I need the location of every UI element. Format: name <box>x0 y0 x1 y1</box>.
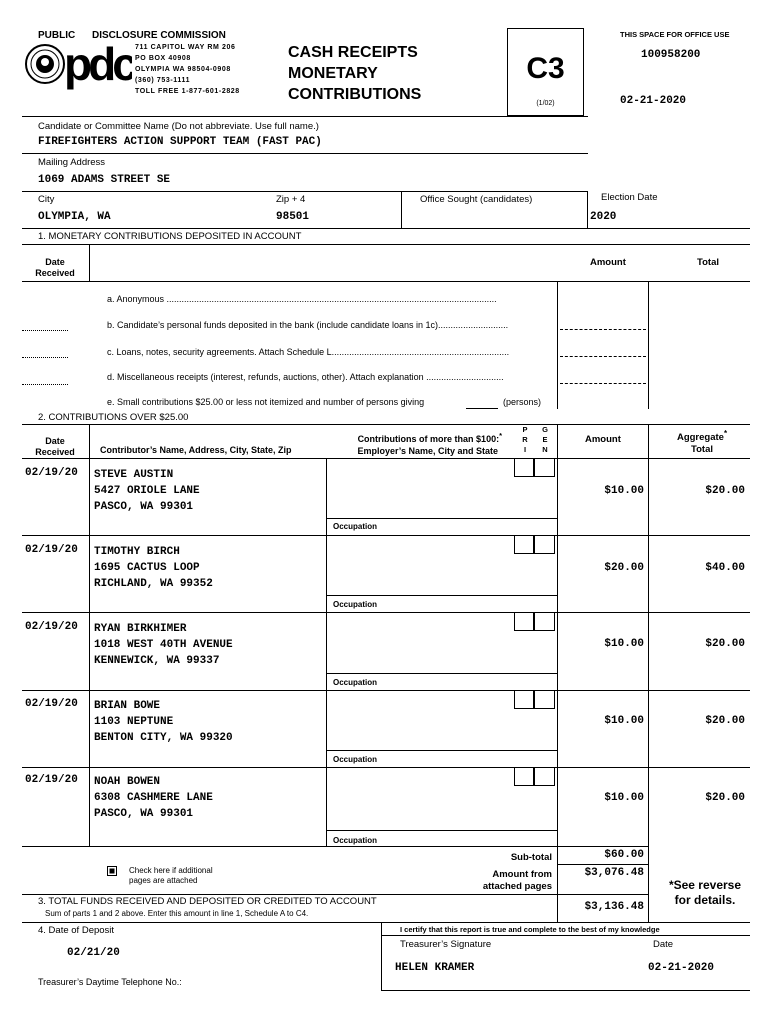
contributor-info: TIMOTHY BIRCH 1695 CACTUS LOOP RICHLAND, WA 99352 <box>94 546 213 590</box>
contribution-date: 02/19/20 <box>25 467 78 479</box>
section2-aggregate-header: Aggregate* Total <box>676 429 728 456</box>
treasurer-phone-label: Treasurer’s Daytime Telephone No.: <box>38 977 182 987</box>
contribution-date: 02/19/20 <box>25 774 78 786</box>
attached-amount-label: Amount from attached pages <box>482 869 552 892</box>
zip: 98501 <box>276 211 310 223</box>
committee-name: FIREFIGHTERS ACTION SUPPORT TEAM (FAST PAC) <box>38 136 322 148</box>
city: OLYMPIA, WA <box>38 211 111 223</box>
contribution-aggregate: $20.00 <box>705 792 745 804</box>
primary-checkbox[interactable] <box>514 535 534 554</box>
subtotal-label: Sub-total <box>510 852 552 863</box>
city-label: City <box>38 194 55 205</box>
section2-date-header: Date Received <box>35 436 75 457</box>
contributor-info: NOAH BOWEN 6308 CASHMERE LANE PASCO, WA 99301 <box>94 776 213 820</box>
checkbox-icon <box>107 866 117 876</box>
section1-total-header: Total <box>697 257 719 268</box>
general-header: G E N <box>542 425 548 454</box>
contribution-amount: $10.00 <box>604 715 644 727</box>
contributor-info: RYAN BIRKHIMER 1018 WEST 40TH AVENUE KENNEWICK, WA 99337 <box>94 623 233 667</box>
occupation-label: Occupation <box>333 522 378 531</box>
section1-row-loans: c. Loans, notes, security agreements. Attach Schedule L....................................................................... <box>107 347 510 357</box>
primary-header: P R I <box>522 425 528 454</box>
contribution-aggregate: $20.00 <box>705 485 745 497</box>
mailing-address-label: Mailing Address <box>38 157 106 168</box>
office-date: 02-21-2020 <box>620 95 687 107</box>
election-date-label: Election Date <box>601 192 658 203</box>
section1-amount-header: Amount <box>590 257 626 268</box>
contributor-info: STEVE AUSTIN 5427 ORIOLE LANE PASCO, WA 99301 <box>94 469 200 513</box>
section1-persons: (persons) <box>503 397 542 407</box>
section2-contributor-header: Contributor’s Name, Address, City, State, Zip <box>100 445 292 455</box>
section1-row-personal-funds: b. Candidate’s personal funds deposited in the bank (include candidate loans in 1c)............................ <box>107 320 509 330</box>
zip-label: Zip + 4 <box>276 194 306 205</box>
section3-heading: 3. TOTAL FUNDS RECEIVED AND DEPOSITED OR CREDITED TO ACCOUNT <box>38 896 377 907</box>
committee-name-label: Candidate or Committee Name (Do not abbreviate. Use full name.) <box>38 121 319 132</box>
primary-checkbox[interactable] <box>514 612 534 631</box>
section2-amount-header: Amount <box>585 434 621 445</box>
office-sought-label: Office Sought (candidates) <box>420 194 533 205</box>
agency-name-commission: DISCLOSURE COMMISSION <box>92 30 226 41</box>
signature-date-label: Date <box>653 939 674 950</box>
contribution-amount: $10.00 <box>604 638 644 650</box>
section2-heading: 2. CONTRIBUTIONS OVER $25.00 <box>38 412 189 423</box>
grand-total: $3,136.48 <box>584 901 644 913</box>
primary-checkbox[interactable] <box>514 767 534 786</box>
agency-address: 711 CAPITOL WAY RM 206 PO BOX 40908 OLYMPIA WA 98504-0908 (360) 753-1111 TOLL FREE 1-877-601-2828 <box>135 44 240 95</box>
contribution-date: 02/19/20 <box>25 698 78 710</box>
contribution-date: 02/19/20 <box>25 621 78 633</box>
general-checkbox[interactable] <box>534 458 555 477</box>
contribution-amount: $10.00 <box>604 792 644 804</box>
agency-name-public: PUBLIC <box>38 30 76 41</box>
section2-employer-header: Contributions of more than $100:* Employer’s Name, City and State <box>357 431 502 456</box>
primary-checkbox[interactable] <box>514 690 534 709</box>
form-revision: (1/02) <box>536 100 555 107</box>
occupation-label: Occupation <box>333 836 378 845</box>
treasurer-signature-label: Treasurer’s Signature <box>400 939 492 950</box>
signature-date: 02-21-2020 <box>648 962 715 974</box>
section3-subheading: Sum of parts 1 and 2 above. Enter this amount in line 1, Schedule A to C4. <box>45 909 309 918</box>
attached-pages-label: Check here if additional pages are attached <box>129 866 213 885</box>
section1-row-anonymous: a. Anonymous .................................................................................................................................... <box>107 294 497 304</box>
attached-amount: $3,076.48 <box>584 867 644 879</box>
occupation-label: Occupation <box>333 678 378 687</box>
deposit-date-label: 4. Date of Deposit <box>38 925 115 936</box>
general-checkbox[interactable] <box>534 690 555 709</box>
contributor-info: BRIAN BOWE 1103 NEPTUNE BENTON CITY, WA 99320 <box>94 700 233 744</box>
primary-checkbox[interactable] <box>514 458 534 477</box>
occupation-label: Occupation <box>333 755 378 764</box>
contribution-aggregate: $20.00 <box>705 715 745 727</box>
contribution-date: 02/19/20 <box>25 544 78 556</box>
treasurer-name: HELEN KRAMER <box>395 962 475 974</box>
section1-date-header: Date Received <box>35 257 75 278</box>
logo-wordmark: pdc <box>64 40 132 90</box>
office-id: 100958200 <box>641 49 701 61</box>
general-checkbox[interactable] <box>534 767 555 786</box>
section1-heading: 1. MONETARY CONTRIBUTIONS DEPOSITED IN ACCOUNT <box>38 231 302 242</box>
deposit-date: 02/21/20 <box>67 947 120 959</box>
certification-text: I certify that this report is true and complete to the best of my knowledge <box>400 925 660 934</box>
general-checkbox[interactable] <box>534 612 555 631</box>
general-checkbox[interactable] <box>534 535 555 554</box>
form-code: C3 <box>526 52 565 85</box>
subtotal-amount: $60.00 <box>604 849 644 861</box>
pdc-logo <box>22 40 132 90</box>
see-reverse-note: *See reverse for details. <box>668 878 742 907</box>
section1-row-small: e. Small contributions $25.00 or less not itemized and number of persons giving <box>107 397 425 407</box>
contribution-amount: $20.00 <box>604 562 644 574</box>
attached-pages-checkbox[interactable] <box>107 866 117 876</box>
mailing-address: 1069 ADAMS STREET SE <box>38 174 171 186</box>
contribution-aggregate: $20.00 <box>705 638 745 650</box>
form-title: CASH RECEIPTS MONETARY CONTRIBUTIONS <box>288 44 422 103</box>
office-use-label: THIS SPACE FOR OFFICE USE <box>620 30 730 39</box>
section1-row-misc: d. Miscellaneous receipts (interest, refunds, auctions, other). Attach explanation ............................... <box>107 372 504 382</box>
contribution-aggregate: $40.00 <box>705 562 745 574</box>
occupation-label: Occupation <box>333 600 378 609</box>
contribution-amount: $10.00 <box>604 485 644 497</box>
election-date: 2020 <box>590 211 617 223</box>
